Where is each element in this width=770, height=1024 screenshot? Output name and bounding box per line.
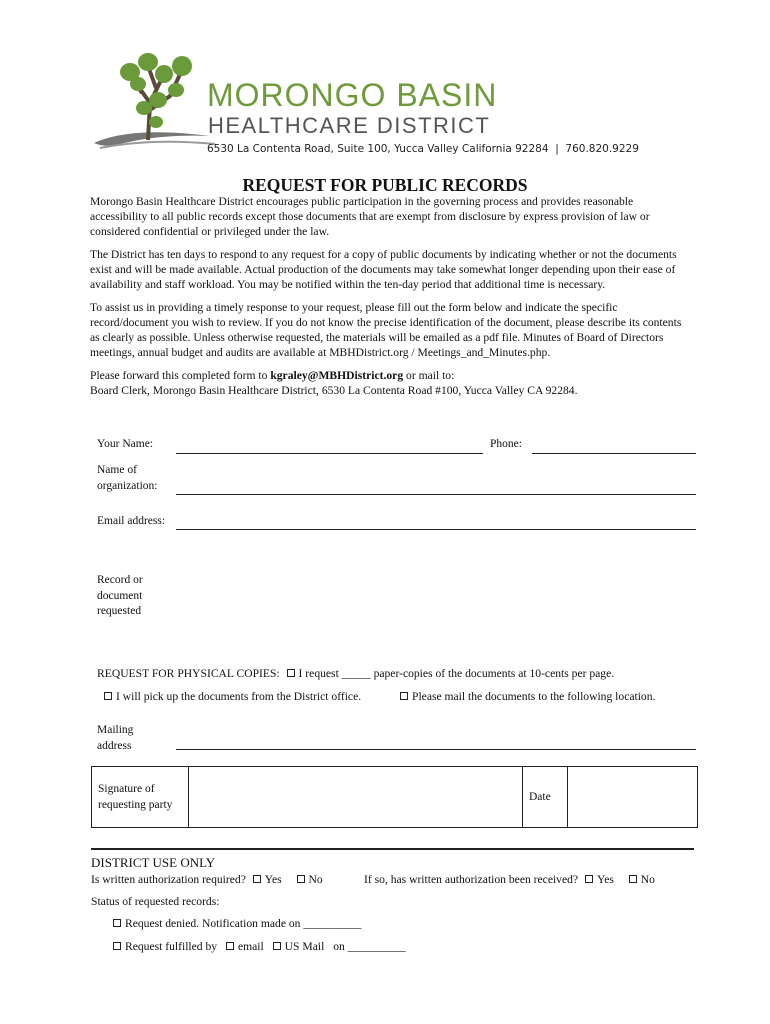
- auth-required-question: Is written authorization required?: [91, 873, 246, 886]
- forward-email-link[interactable]: kgraley@MBHDistrict.org: [270, 369, 404, 382]
- intro-paragraph: Morongo Basin Healthcare District encourages public participation in the governing process and provides reasonable accessibility to all public records except those documents that are exempt from disclosure by express provision of law or considered confidential or privileged under the law.: [90, 195, 650, 238]
- auth-required-row: [91, 873, 323, 886]
- mailing-address-label: [97, 723, 133, 754]
- request-fulfilled-checkbox[interactable]: [113, 942, 121, 950]
- pickup-text: I will pick up the documents from the District office.: [116, 690, 362, 703]
- request-denied-text: Request denied. Notification made on __________: [125, 917, 362, 930]
- pickup-option: [104, 690, 361, 703]
- auth-received-no-checkbox[interactable]: [629, 875, 637, 883]
- organization-label: [97, 463, 157, 494]
- record-label-line: requested: [97, 605, 142, 617]
- auth-received-row: [364, 873, 655, 886]
- forward-instructions: [90, 368, 684, 383]
- auth-required-no-checkbox[interactable]: [297, 875, 305, 883]
- record-label-line: Record or: [97, 574, 143, 586]
- mailing-label-line: address: [97, 739, 132, 752]
- forward-prefix: Please forward this completed form to: [90, 369, 271, 382]
- district-address: 6530 La Contenta Road, Suite 100, Yucca Valley California 92284 | 760.820.9229: [207, 143, 639, 155]
- fulfilled-email-checkbox[interactable]: [226, 942, 234, 950]
- fulfilled-usmail-label: US Mail: [284, 940, 325, 953]
- district-logo: [90, 48, 220, 158]
- request-denied-row: [113, 917, 361, 930]
- signature-table: [91, 766, 698, 828]
- mail-address: Board Clerk, Morongo Basin Healthcare District, 6530 La Contenta Road #100, Yucca Valley CA 92284.: [90, 384, 578, 397]
- status-label: Status of requested records:: [91, 895, 220, 908]
- logo-title: MORONGO BASIN: [207, 77, 498, 113]
- intro-text: [90, 194, 684, 398]
- physical-copies-text: I request _____ paper-copies of the documents at 10-cents per page.: [298, 667, 615, 680]
- request-fulfilled-text: Request fulfilled by: [125, 940, 218, 953]
- email-label: Email address:: [97, 515, 166, 527]
- mailing-label-line: Mailing: [97, 724, 134, 736]
- district-section-divider: [91, 848, 694, 850]
- mailing-address-field[interactable]: [176, 749, 696, 750]
- mail-option: [400, 690, 655, 703]
- intro-paragraph: The District has ten days to respond to any request for a copy of public documents by indicating whether or not the documents exist and will be made available. Actual production of the documents may take somewhat longer depending upon their ease of availability and staff workload. You may be notified within the ten-day period that additional time is necessary.: [90, 248, 677, 291]
- signature-label: [98, 782, 172, 813]
- date-label: Date: [529, 791, 551, 803]
- physical-copies-checkbox[interactable]: [287, 669, 295, 677]
- auth-received-yes-label: Yes: [596, 873, 614, 886]
- organization-label-line: Name of: [97, 464, 137, 476]
- email-field[interactable]: [176, 529, 696, 530]
- auth-required-yes-checkbox[interactable]: [253, 875, 261, 883]
- auth-required-no-label: No: [308, 873, 323, 886]
- physical-copies-row: [97, 667, 614, 680]
- auth-received-yes-checkbox[interactable]: [585, 875, 593, 883]
- request-fulfilled-row: [113, 940, 406, 953]
- organization-label-line: organization:: [97, 479, 158, 492]
- joshua-tree-icon: [90, 48, 220, 158]
- page-title: REQUEST FOR PUBLIC RECORDS: [242, 175, 528, 195]
- pickup-checkbox[interactable]: [104, 692, 112, 700]
- district-use-title: DISTRICT USE ONLY: [91, 855, 216, 870]
- date-divider-left: [522, 767, 523, 827]
- phone-field[interactable]: [532, 453, 696, 454]
- auth-required-yes-label: Yes: [264, 873, 282, 886]
- physical-copies-label: REQUEST FOR PHYSICAL COPIES:: [97, 667, 280, 680]
- phone-label: Phone:: [490, 438, 522, 450]
- signature-label-line: requesting party: [98, 798, 173, 811]
- fulfilled-usmail-checkbox[interactable]: [273, 942, 281, 950]
- record-label-line: document: [97, 589, 143, 602]
- organization-field[interactable]: [176, 494, 696, 495]
- forward-suffix: or mail to:: [403, 369, 455, 382]
- date-field[interactable]: [568, 767, 697, 827]
- mail-checkbox[interactable]: [400, 692, 408, 700]
- auth-received-question: If so, has written authorization been received?: [364, 873, 579, 886]
- logo-subtitle: HEALTHCARE DISTRICT: [208, 113, 491, 138]
- intro-paragraph: To assist us in providing a timely response to your request, please fill out the form below and indicate the specific record/document you wish to review. If you do not know the precise identification of the document, please describe its contents as clearly as possible. Unless otherwise requested, the materials will be emailed as a pdf file. Minutes of Board of Directors meetings, annual budget and audits are available at MBHDistrict.org / Meetings_and_Minutes.php.: [90, 301, 682, 359]
- fulfilled-email-label: email: [238, 940, 264, 953]
- signature-field[interactable]: [189, 767, 522, 827]
- your-name-label: Your Name:: [97, 438, 154, 450]
- request-denied-checkbox[interactable]: [113, 919, 121, 927]
- record-requested-label: [97, 573, 143, 620]
- signature-label-line: Signature of: [98, 783, 155, 795]
- auth-received-no-label: No: [640, 873, 655, 886]
- fulfilled-date: on __________: [333, 940, 406, 953]
- mail-text: Please mail the documents to the following location.: [412, 690, 656, 703]
- your-name-field[interactable]: [176, 453, 483, 454]
